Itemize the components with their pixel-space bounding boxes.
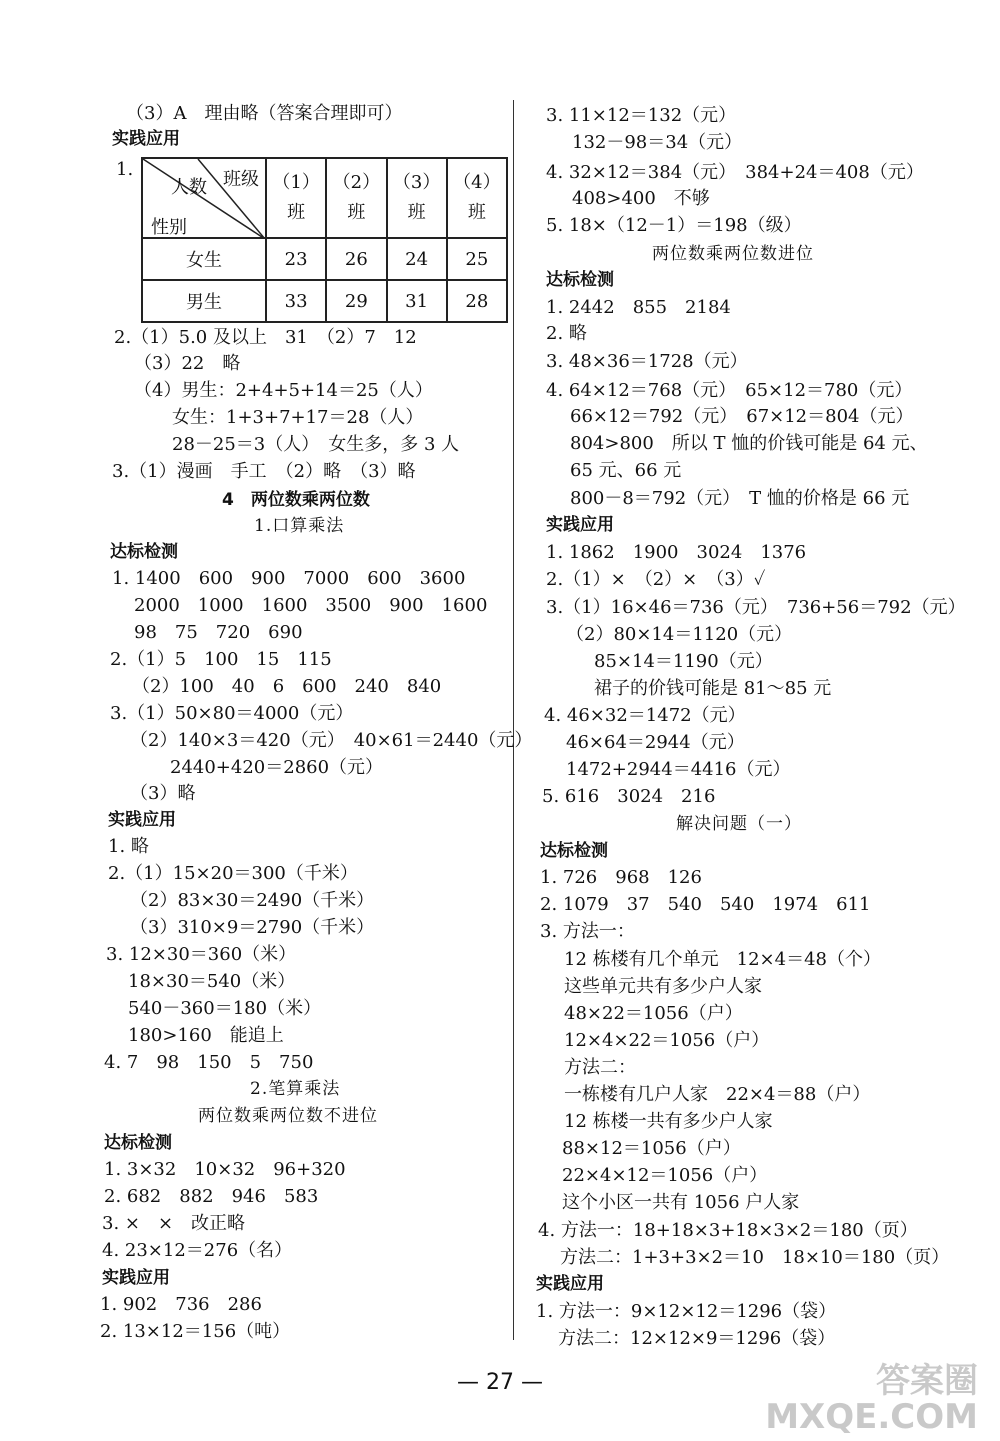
answer-line: 408>400 不够 xyxy=(572,188,710,209)
answer-line: 800－8＝792（元） T 恤的价格是 66 元 xyxy=(570,488,910,509)
answer-line: 1. 2442 855 2184 xyxy=(546,297,731,318)
answer-line: 3. 12×30＝360（米） xyxy=(106,944,297,965)
answer-line: 1. 1862 1900 3024 1376 xyxy=(546,542,807,563)
answer-line: 4. 23×12＝276（名） xyxy=(102,1240,293,1261)
class-gender-table xyxy=(141,157,508,323)
answer-line: 46×64＝2944（元） xyxy=(566,732,745,753)
answer-line: 18×30＝540（米） xyxy=(128,971,296,992)
answer-line: 裙子的价钱可能是 81～85 元 xyxy=(594,678,832,699)
answer-line: 4. 7 98 150 5 750 xyxy=(104,1052,314,1073)
table-cell: 29 xyxy=(326,280,386,322)
table-cell: 26 xyxy=(326,238,386,280)
answer-line: （4）男生：2+4+5+14＝25（人） xyxy=(134,380,433,401)
section-heading: 达标检测 xyxy=(104,1133,172,1153)
answer-line: 一栋楼有几户人家 22×4＝88（户） xyxy=(564,1084,871,1105)
section-heading: 实践应用 xyxy=(112,129,180,149)
page-number: — 27 — xyxy=(457,1370,543,1395)
answer-line: （3）略 xyxy=(130,783,196,804)
answer-line: 2. 682 882 946 583 xyxy=(104,1186,319,1207)
class-header: （2） 班 xyxy=(326,158,386,238)
table-cell: 33 xyxy=(266,280,326,322)
section-heading: 实践应用 xyxy=(108,810,176,830)
table-cell: 25 xyxy=(447,238,507,280)
diagonal-header-cell xyxy=(142,158,266,238)
answer-line: 48×22＝1056（户） xyxy=(564,1003,743,1024)
answer-line: 3.（1）漫画 手工 （2）略 （3）略 xyxy=(112,461,416,482)
table-cell: 28 xyxy=(447,280,507,322)
subsection-title: 两位数乘两位数进位 xyxy=(652,244,814,264)
subsection-title: 1.口算乘法 xyxy=(254,516,345,536)
answer-line: 5. 616 3024 216 xyxy=(542,786,716,807)
answer-line: 2. 略 xyxy=(546,323,587,344)
answer-line: 4. 64×12＝768（元） 65×12＝780（元） xyxy=(546,380,913,401)
answer-line: 65 元、66 元 xyxy=(570,460,682,481)
answer-line: 2.（1）5 100 15 115 xyxy=(110,649,332,670)
answer-line: 1. 902 736 286 xyxy=(100,1294,262,1315)
answer-line: 2440+420＝2860（元） xyxy=(170,757,384,778)
section-heading: 达标检测 xyxy=(540,841,608,861)
answer-line: 5. 18×（12－1）＝198（级） xyxy=(546,215,802,236)
answer-line: 540－360＝180（米） xyxy=(128,998,322,1019)
answer-line: 1. 1400 600 900 7000 600 3600 xyxy=(112,568,466,589)
answer-line: 2. 1079 37 540 540 1974 611 xyxy=(540,894,871,915)
row-label: 女生 xyxy=(142,238,266,280)
diag-count-label: 人数 xyxy=(171,177,207,198)
answer-line: 这个小区一共有 1056 户人家 xyxy=(562,1192,800,1213)
answer-line: 女生：1+3+7+17＝28（人） xyxy=(172,407,424,428)
diag-gender-label: 性别 xyxy=(151,217,187,238)
answer-line: （2）100 40 6 600 240 840 xyxy=(132,676,442,697)
answer-line: （2）83×30＝2490（千米） xyxy=(130,890,375,911)
answer-line: 方法二： xyxy=(564,1057,636,1078)
subsection-title: 2.笔算乘法 xyxy=(250,1079,341,1099)
answer-line: 这些单元共有多少户人家 xyxy=(564,976,762,997)
subsection-title: 两位数乘两位数不进位 xyxy=(198,1106,378,1126)
answer-line: 4. 方法一：18+18×3+18×3×2＝180（页） xyxy=(538,1220,918,1241)
answer-line: 12×4×22＝1056（户） xyxy=(564,1030,770,1051)
answer-line: 2000 1000 1600 3500 900 1600 xyxy=(134,595,488,616)
answer-line: 85×14＝1190（元） xyxy=(594,651,773,672)
answer-line: 12 栋楼一共有多少户人家 xyxy=(564,1111,773,1132)
answer-line: 2.（1）× （2）× （3）✓ xyxy=(546,569,766,590)
section-heading: 达标检测 xyxy=(546,270,614,290)
class-header: （4） 班 xyxy=(447,158,507,238)
answer-line: 804>800 所以 T 恤的价钱可能是 64 元、 xyxy=(570,433,928,454)
answer-line: 3. 48×36＝1728（元） xyxy=(546,351,748,372)
subsection-title: 解决问题（一） xyxy=(676,814,802,834)
answer-line: 1. 略 xyxy=(108,836,149,857)
answer-line: 3. × × 改正略 xyxy=(102,1213,246,1234)
answer-line: 28－25＝3（人） 女生多，多 3 人 xyxy=(172,434,460,455)
section-heading: 实践应用 xyxy=(536,1274,604,1294)
answer-line: 方法二：12×12×9＝1296（袋） xyxy=(558,1328,836,1349)
question-number: 1. xyxy=(116,159,134,180)
watermark-logo: 答案圈 MXQE.COM xyxy=(765,1361,978,1437)
answer-line: 1472+2944＝4416（元） xyxy=(566,759,791,780)
answer-line: 12 栋楼有几个单元 12×4＝48（个） xyxy=(564,949,881,970)
answer-line: 2.（1）5.0 及以上 31 （2）7 12 xyxy=(114,327,417,348)
answer-line: 4. 46×32＝1472（元） xyxy=(544,705,746,726)
table-row xyxy=(142,280,507,322)
answer-line: （3）22 略 xyxy=(134,353,241,374)
section-heading: 达标检测 xyxy=(110,542,178,562)
table-cell: 23 xyxy=(266,238,326,280)
answer-line: 88×12＝1056（户） xyxy=(562,1138,741,1159)
answer-line: 1. 3×32 10×32 96+320 xyxy=(104,1159,346,1180)
answer-line: （3）310×9＝2790（千米） xyxy=(130,917,375,938)
class-header: （1） 班 xyxy=(266,158,326,238)
class-header: （3） 班 xyxy=(387,158,447,238)
answer-line: 方法二：1+3+3×2＝10 18×10＝180（页） xyxy=(560,1247,950,1268)
answer-line: （2）140×3＝420（元） 40×61＝2440（元） xyxy=(130,730,533,751)
answer-line: 3.（1）16×46＝736（元） 736+56＝792（元） xyxy=(546,597,966,618)
answer-line: 22×4×12＝1056（户） xyxy=(562,1165,768,1186)
answer-line: 3. 方法一： xyxy=(540,921,635,942)
answer-line: （2）80×14＝1120（元） xyxy=(566,624,793,645)
diag-class-label: 班级 xyxy=(223,169,259,190)
answer-line: 180>160 能追上 xyxy=(128,1025,284,1046)
table-row xyxy=(142,238,507,280)
chapter-title: 4 两位数乘两位数 xyxy=(222,490,370,510)
answer-line: 3. 11×12＝132（元） xyxy=(546,105,737,126)
section-heading: 实践应用 xyxy=(102,1268,170,1288)
answer-line: 2. 13×12＝156（吨） xyxy=(100,1321,291,1342)
column-divider xyxy=(513,100,514,1340)
answer-line: 132－98＝34（元） xyxy=(572,132,743,153)
table-cell: 31 xyxy=(387,280,447,322)
table-cell: 24 xyxy=(387,238,447,280)
answer-line: 66×12＝792（元） 67×12＝804（元） xyxy=(570,406,914,427)
answer-line: 3.（1）50×80＝4000（元） xyxy=(110,703,354,724)
row-label: 男生 xyxy=(142,280,266,322)
answer-line: 1. 726 968 126 xyxy=(540,867,702,888)
answer-line: 2.（1）15×20＝300（千米） xyxy=(108,863,358,884)
section-heading: 实践应用 xyxy=(546,515,614,535)
answer-line: （3）A 理由略（答案合理即可） xyxy=(126,103,403,124)
answer-line: 98 75 720 690 xyxy=(134,622,303,643)
answer-line: 4. 32×12＝384（元） 384+24＝408（元） xyxy=(546,162,924,183)
answer-line: 1. 方法一：9×12×12＝1296（袋） xyxy=(536,1301,837,1322)
